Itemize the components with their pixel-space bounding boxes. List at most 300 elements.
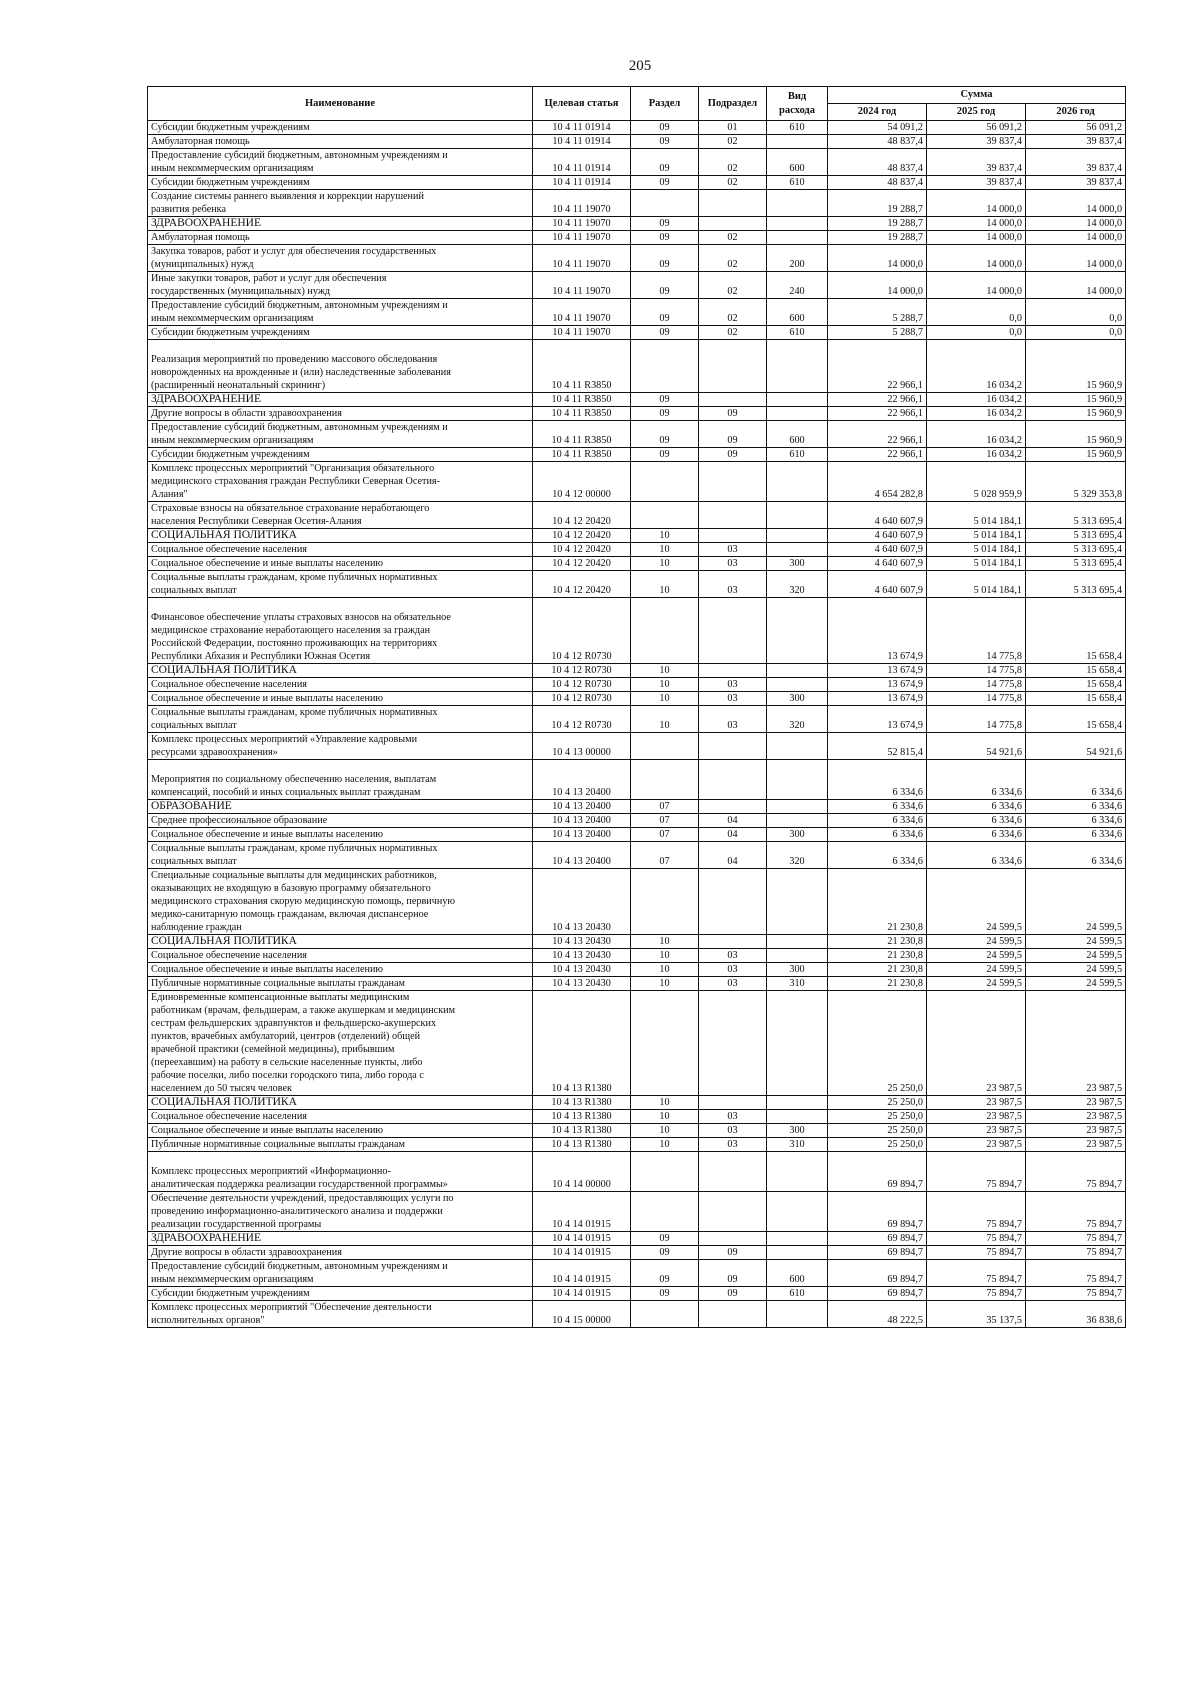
cell-2024: 14 000,0 [828, 272, 927, 299]
cell-subsection: 02 [699, 231, 767, 245]
cell-2024: 22 966,1 [828, 448, 927, 462]
cell-expense-type: 610 [767, 326, 828, 340]
cell-2026: 6 334,6 [1026, 760, 1126, 800]
cell-name: Предоставление субсидий бюджетным, автономным учреждениям и иным некоммерческим организациям [148, 1260, 533, 1287]
cell-target: 10 4 12 R0730 [533, 692, 631, 706]
cell-2025: 14 000,0 [927, 245, 1026, 272]
cell-subsection: 02 [699, 135, 767, 149]
cell-name: Социальное обеспечение и иные выплаты населению [148, 692, 533, 706]
cell-name: Другие вопросы в области здравоохранения [148, 1246, 533, 1260]
cell-2024: 25 250,0 [828, 1124, 927, 1138]
cell-subsection [699, 393, 767, 407]
cell-2025: 75 894,7 [927, 1152, 1026, 1192]
cell-2024: 14 000,0 [828, 245, 927, 272]
header-sum: Сумма [828, 87, 1126, 104]
cell-2026: 14 000,0 [1026, 272, 1126, 299]
cell-name: СОЦИАЛЬНАЯ ПОЛИТИКА [148, 529, 533, 543]
cell-subsection [699, 733, 767, 760]
cell-section: 10 [631, 543, 699, 557]
cell-2026: 5 313 695,4 [1026, 571, 1126, 598]
cell-target: 10 4 11 01914 [533, 149, 631, 176]
table-row [148, 949, 1126, 963]
cell-2024: 21 230,8 [828, 949, 927, 963]
cell-target: 10 4 11 01914 [533, 121, 631, 135]
cell-section: 09 [631, 135, 699, 149]
cell-subsection: 03 [699, 692, 767, 706]
table-row [148, 678, 1126, 692]
cell-2025: 6 334,6 [927, 842, 1026, 869]
cell-subsection [699, 1096, 767, 1110]
header-target: Целевая статья [533, 87, 631, 121]
cell-target: 10 4 15 00000 [533, 1301, 631, 1328]
table-row [148, 706, 1126, 733]
cell-subsection: 03 [699, 678, 767, 692]
cell-section [631, 1301, 699, 1328]
cell-2025: 24 599,5 [927, 963, 1026, 977]
cell-expense-type: 300 [767, 1124, 828, 1138]
cell-section: 07 [631, 842, 699, 869]
cell-2026: 24 599,5 [1026, 869, 1126, 935]
cell-2026: 56 091,2 [1026, 121, 1126, 135]
cell-expense-type [767, 502, 828, 529]
cell-2024: 21 230,8 [828, 963, 927, 977]
cell-name: СОЦИАЛЬНАЯ ПОЛИТИКА [148, 664, 533, 678]
table-row [148, 760, 1126, 800]
cell-2025: 16 034,2 [927, 407, 1026, 421]
cell-section [631, 733, 699, 760]
cell-expense-type [767, 393, 828, 407]
header-section: Раздел [631, 87, 699, 121]
cell-2025: 75 894,7 [927, 1260, 1026, 1287]
table-row [148, 121, 1126, 135]
cell-section: 10 [631, 963, 699, 977]
cell-subsection [699, 462, 767, 502]
table-row [148, 176, 1126, 190]
cell-2024: 22 966,1 [828, 421, 927, 448]
cell-section: 09 [631, 393, 699, 407]
cell-name: Страховые взносы на обязательное страхование неработающего населения Республики Северная Осетия-Алания [148, 502, 533, 529]
cell-name: Иные закупки товаров, работ и услуг для обеспечения государственных (муниципальных) нужд [148, 272, 533, 299]
table-row [148, 991, 1126, 1096]
table-row [148, 135, 1126, 149]
cell-2026: 14 000,0 [1026, 190, 1126, 217]
table-row [148, 598, 1126, 664]
cell-expense-type [767, 869, 828, 935]
table-row [148, 217, 1126, 231]
cell-2026: 5 313 695,4 [1026, 502, 1126, 529]
cell-name: Субсидии бюджетным учреждениям [148, 121, 533, 135]
cell-2024: 48 222,5 [828, 1301, 927, 1328]
cell-subsection [699, 869, 767, 935]
cell-section: 10 [631, 678, 699, 692]
cell-expense-type [767, 598, 828, 664]
cell-2025: 5 028 959,9 [927, 462, 1026, 502]
cell-2024: 19 288,7 [828, 217, 927, 231]
cell-2025: 16 034,2 [927, 393, 1026, 407]
table-row [148, 842, 1126, 869]
cell-2024: 4 640 607,9 [828, 557, 927, 571]
cell-subsection: 02 [699, 149, 767, 176]
cell-target: 10 4 12 00000 [533, 462, 631, 502]
cell-target: 10 4 11 R3850 [533, 421, 631, 448]
cell-2024: 22 966,1 [828, 393, 927, 407]
cell-section: 09 [631, 299, 699, 326]
cell-section: 09 [631, 149, 699, 176]
cell-target: 10 4 11 19070 [533, 299, 631, 326]
table-row [148, 462, 1126, 502]
cell-2025: 14 000,0 [927, 231, 1026, 245]
cell-2025: 35 137,5 [927, 1301, 1026, 1328]
cell-section: 10 [631, 1110, 699, 1124]
cell-subsection: 03 [699, 1110, 767, 1124]
cell-section: 07 [631, 828, 699, 842]
cell-expense-type [767, 190, 828, 217]
cell-target: 10 4 14 01915 [533, 1192, 631, 1232]
cell-2026: 75 894,7 [1026, 1192, 1126, 1232]
cell-section: 09 [631, 1246, 699, 1260]
cell-2026: 15 960,9 [1026, 340, 1126, 393]
cell-2024: 6 334,6 [828, 842, 927, 869]
cell-target: 10 4 12 20420 [533, 557, 631, 571]
cell-target: 10 4 13 20430 [533, 977, 631, 991]
cell-2025: 14 000,0 [927, 190, 1026, 217]
cell-target: 10 4 13 R1380 [533, 1110, 631, 1124]
cell-section [631, 760, 699, 800]
cell-subsection: 02 [699, 326, 767, 340]
cell-target: 10 4 13 20400 [533, 814, 631, 828]
cell-subsection: 03 [699, 557, 767, 571]
table-row [148, 1246, 1126, 1260]
cell-section: 10 [631, 529, 699, 543]
cell-2024: 13 674,9 [828, 692, 927, 706]
cell-2026: 5 313 695,4 [1026, 543, 1126, 557]
table-row [148, 502, 1126, 529]
cell-expense-type [767, 543, 828, 557]
cell-2025: 23 987,5 [927, 991, 1026, 1096]
cell-2025: 75 894,7 [927, 1232, 1026, 1246]
table-row [148, 1096, 1126, 1110]
cell-subsection: 04 [699, 828, 767, 842]
cell-subsection: 09 [699, 1246, 767, 1260]
cell-2024: 54 091,2 [828, 121, 927, 135]
cell-subsection: 09 [699, 1260, 767, 1287]
cell-section: 09 [631, 217, 699, 231]
cell-subsection: 03 [699, 543, 767, 557]
cell-name: Субсидии бюджетным учреждениям [148, 326, 533, 340]
cell-2024: 19 288,7 [828, 231, 927, 245]
cell-name: ЗДРАВООХРАНЕНИЕ [148, 1232, 533, 1246]
cell-expense-type [767, 814, 828, 828]
cell-2025: 23 987,5 [927, 1138, 1026, 1152]
cell-2025: 5 014 184,1 [927, 543, 1026, 557]
cell-2024: 21 230,8 [828, 869, 927, 935]
cell-2025: 56 091,2 [927, 121, 1026, 135]
cell-target: 10 4 11 19070 [533, 231, 631, 245]
table-row [148, 407, 1126, 421]
cell-2024: 13 674,9 [828, 664, 927, 678]
cell-section: 10 [631, 571, 699, 598]
cell-name: Предоставление субсидий бюджетным, автономным учреждениям и иным некоммерческим организациям [148, 421, 533, 448]
cell-expense-type [767, 1246, 828, 1260]
cell-2024: 69 894,7 [828, 1287, 927, 1301]
table-row [148, 1124, 1126, 1138]
cell-name: Комплекс процессных мероприятий «Управление кадровыми ресурсами здравоохранения» [148, 733, 533, 760]
table-row [148, 149, 1126, 176]
cell-subsection [699, 598, 767, 664]
cell-2025: 23 987,5 [927, 1096, 1026, 1110]
cell-expense-type [767, 949, 828, 963]
cell-2025: 24 599,5 [927, 977, 1026, 991]
cell-section [631, 1152, 699, 1192]
cell-subsection [699, 991, 767, 1096]
cell-expense-type: 600 [767, 149, 828, 176]
cell-target: 10 4 11 19070 [533, 272, 631, 299]
cell-2025: 24 599,5 [927, 869, 1026, 935]
cell-2026: 15 658,4 [1026, 692, 1126, 706]
cell-subsection: 03 [699, 977, 767, 991]
cell-2026: 23 987,5 [1026, 1124, 1126, 1138]
cell-2026: 15 960,9 [1026, 448, 1126, 462]
cell-target: 10 4 12 20420 [533, 571, 631, 598]
cell-2024: 5 288,7 [828, 299, 927, 326]
cell-2024: 21 230,8 [828, 977, 927, 991]
cell-name: Создание системы раннего выявления и коррекции нарушений развития ребенка [148, 190, 533, 217]
cell-target: 10 4 13 00000 [533, 733, 631, 760]
cell-2026: 15 960,9 [1026, 421, 1126, 448]
cell-expense-type [767, 135, 828, 149]
page-number: 205 [628, 58, 652, 74]
table-body [148, 121, 1126, 1328]
cell-expense-type [767, 678, 828, 692]
cell-2026: 15 658,4 [1026, 706, 1126, 733]
cell-subsection: 02 [699, 245, 767, 272]
cell-expense-type [767, 340, 828, 393]
cell-2025: 0,0 [927, 326, 1026, 340]
header-2025: 2025 год [927, 104, 1026, 121]
cell-subsection: 04 [699, 814, 767, 828]
cell-2026: 75 894,7 [1026, 1246, 1126, 1260]
cell-2024: 6 334,6 [828, 800, 927, 814]
cell-2024: 13 674,9 [828, 598, 927, 664]
cell-2025: 0,0 [927, 299, 1026, 326]
cell-name: Реализация мероприятий по проведению массового обследования новорожденных на врожденные и (или) наследственные заболевания (расширенный неонатальный скрининг) [148, 340, 533, 393]
table-row [148, 1110, 1126, 1124]
cell-expense-type: 300 [767, 828, 828, 842]
table-row [148, 299, 1126, 326]
cell-subsection [699, 935, 767, 949]
cell-section [631, 1192, 699, 1232]
cell-target: 10 4 13 20400 [533, 760, 631, 800]
cell-subsection [699, 340, 767, 393]
cell-subsection: 03 [699, 706, 767, 733]
cell-target: 10 4 12 R0730 [533, 598, 631, 664]
cell-target: 10 4 13 20430 [533, 935, 631, 949]
cell-target: 10 4 11 R3850 [533, 340, 631, 393]
cell-target: 10 4 11 R3850 [533, 407, 631, 421]
cell-2025: 5 014 184,1 [927, 557, 1026, 571]
cell-section: 09 [631, 272, 699, 299]
cell-2025: 5 014 184,1 [927, 529, 1026, 543]
table-row [148, 733, 1126, 760]
cell-target: 10 4 12 R0730 [533, 706, 631, 733]
cell-subsection: 04 [699, 842, 767, 869]
header-2024: 2024 год [828, 104, 927, 121]
table-row [148, 326, 1126, 340]
table-row [148, 421, 1126, 448]
cell-2026: 23 987,5 [1026, 1138, 1126, 1152]
cell-2024: 6 334,6 [828, 760, 927, 800]
cell-section: 10 [631, 706, 699, 733]
cell-2026: 14 000,0 [1026, 231, 1126, 245]
cell-2024: 4 640 607,9 [828, 502, 927, 529]
cell-2026: 75 894,7 [1026, 1260, 1126, 1287]
cell-subsection [699, 217, 767, 231]
cell-2026: 75 894,7 [1026, 1152, 1126, 1192]
cell-2024: 25 250,0 [828, 991, 927, 1096]
cell-target: 10 4 13 20430 [533, 949, 631, 963]
cell-subsection [699, 190, 767, 217]
cell-section: 07 [631, 800, 699, 814]
cell-expense-type [767, 1110, 828, 1124]
cell-subsection: 02 [699, 272, 767, 299]
table-row [148, 529, 1126, 543]
cell-expense-type [767, 991, 828, 1096]
cell-2024: 4 654 282,8 [828, 462, 927, 502]
cell-section: 09 [631, 421, 699, 448]
table-row [148, 828, 1126, 842]
table-row [148, 245, 1126, 272]
cell-2025: 6 334,6 [927, 760, 1026, 800]
cell-section: 09 [631, 1260, 699, 1287]
cell-expense-type: 600 [767, 421, 828, 448]
cell-2026: 15 960,9 [1026, 393, 1126, 407]
cell-2025: 14 775,8 [927, 706, 1026, 733]
cell-expense-type [767, 529, 828, 543]
cell-2026: 24 599,5 [1026, 949, 1126, 963]
cell-2025: 14 775,8 [927, 598, 1026, 664]
cell-2024: 5 288,7 [828, 326, 927, 340]
cell-name: Финансовое обеспечение уплаты страховых взносов на обязательное медицинское страхование неработающего населения за граждан Российской Федерации, постоянно проживающих на территориях Республики Абхазия и Республики Южная Осетия [148, 598, 533, 664]
cell-2026: 14 000,0 [1026, 245, 1126, 272]
cell-section: 09 [631, 176, 699, 190]
cell-2026: 15 960,9 [1026, 407, 1126, 421]
cell-expense-type: 610 [767, 1287, 828, 1301]
cell-2024: 48 837,4 [828, 149, 927, 176]
cell-2024: 69 894,7 [828, 1260, 927, 1287]
cell-2026: 6 334,6 [1026, 800, 1126, 814]
cell-name: Предоставление субсидий бюджетным, автономным учреждениям и иным некоммерческим организациям [148, 149, 533, 176]
cell-2026: 15 658,4 [1026, 678, 1126, 692]
cell-2024: 48 837,4 [828, 176, 927, 190]
cell-target: 10 4 11 R3850 [533, 393, 631, 407]
cell-expense-type [767, 800, 828, 814]
cell-subsection [699, 529, 767, 543]
cell-name: Мероприятия по социальному обеспечению населения, выплатам компенсаций, пособий и иных социальных выплат гражданам [148, 760, 533, 800]
cell-target: 10 4 13 20430 [533, 963, 631, 977]
cell-2025: 54 921,6 [927, 733, 1026, 760]
cell-2025: 23 987,5 [927, 1124, 1026, 1138]
cell-2026: 5 313 695,4 [1026, 529, 1126, 543]
cell-2024: 48 837,4 [828, 135, 927, 149]
cell-2026: 6 334,6 [1026, 814, 1126, 828]
header-name: Наименование [148, 87, 533, 121]
cell-2025: 5 014 184,1 [927, 502, 1026, 529]
table-row [148, 1232, 1126, 1246]
cell-2026: 15 658,4 [1026, 598, 1126, 664]
cell-name: Субсидии бюджетным учреждениям [148, 448, 533, 462]
cell-expense-type: 300 [767, 557, 828, 571]
cell-2024: 69 894,7 [828, 1246, 927, 1260]
table-row [148, 1301, 1126, 1328]
cell-2024: 25 250,0 [828, 1096, 927, 1110]
cell-2025: 75 894,7 [927, 1246, 1026, 1260]
cell-expense-type: 610 [767, 448, 828, 462]
cell-expense-type: 240 [767, 272, 828, 299]
cell-name: Социальные выплаты гражданам, кроме публичных нормативных социальных выплат [148, 706, 533, 733]
cell-subsection: 02 [699, 176, 767, 190]
cell-expense-type: 600 [767, 1260, 828, 1287]
cell-name: Закупка товаров, работ и услуг для обеспечения государственных (муниципальных) нужд [148, 245, 533, 272]
cell-target: 10 4 13 R1380 [533, 1096, 631, 1110]
cell-2025: 24 599,5 [927, 949, 1026, 963]
cell-target: 10 4 13 20430 [533, 869, 631, 935]
cell-expense-type [767, 217, 828, 231]
cell-name: Единовременные компенсационные выплаты медицинским работникам (врачам, фельдшерам, а также акушеркам и медицинским сестрам фельдшерских здравпунктов и фельдшерско-акушерских пунктов, врачебных амбулаторий, центров (отделений) общей врачебной практики (семейной медицины), прибывшим (переехавшим) на работу в сельские населенные пункты, либо рабочие поселки, либо поселки городского типа, либо города с населением до 50 тысяч человек [148, 991, 533, 1096]
cell-subsection: 01 [699, 121, 767, 135]
cell-2025: 6 334,6 [927, 800, 1026, 814]
cell-expense-type [767, 1152, 828, 1192]
cell-subsection [699, 800, 767, 814]
cell-section: 10 [631, 664, 699, 678]
cell-expense-type [767, 1232, 828, 1246]
cell-expense-type [767, 935, 828, 949]
cell-target: 10 4 11 19070 [533, 326, 631, 340]
cell-2025: 75 894,7 [927, 1287, 1026, 1301]
cell-subsection: 02 [699, 299, 767, 326]
cell-name: Комплекс процессных мероприятий «Информационно- аналитическая поддержка реализации государственной программы» [148, 1152, 533, 1192]
cell-target: 10 4 14 01915 [533, 1260, 631, 1287]
table-row [148, 340, 1126, 393]
cell-name: Амбулаторная помощь [148, 135, 533, 149]
table-row [148, 800, 1126, 814]
cell-section [631, 190, 699, 217]
table-row [148, 1138, 1126, 1152]
cell-name: Среднее профессиональное образование [148, 814, 533, 828]
cell-name: Социальное обеспечение и иные выплаты населению [148, 1124, 533, 1138]
cell-subsection: 03 [699, 963, 767, 977]
table-row [148, 231, 1126, 245]
cell-2025: 24 599,5 [927, 935, 1026, 949]
cell-expense-type: 320 [767, 571, 828, 598]
cell-section: 09 [631, 326, 699, 340]
cell-2026: 15 658,4 [1026, 664, 1126, 678]
cell-2025: 23 987,5 [927, 1110, 1026, 1124]
cell-expense-type [767, 1096, 828, 1110]
cell-2024: 13 674,9 [828, 706, 927, 733]
cell-section: 07 [631, 814, 699, 828]
cell-target: 10 4 13 20400 [533, 800, 631, 814]
cell-name: Обеспечение деятельности учреждений, предоставляющих услуги по проведению информационно-аналитического анализа и поддержки реализации государственной програмы [148, 1192, 533, 1232]
cell-target: 10 4 13 R1380 [533, 991, 631, 1096]
cell-section: 09 [631, 407, 699, 421]
cell-subsection [699, 664, 767, 678]
cell-target: 10 4 11 01914 [533, 176, 631, 190]
cell-expense-type: 320 [767, 842, 828, 869]
cell-target: 10 4 12 20420 [533, 543, 631, 557]
cell-2024: 69 894,7 [828, 1152, 927, 1192]
cell-2026: 75 894,7 [1026, 1287, 1126, 1301]
cell-section: 10 [631, 1096, 699, 1110]
